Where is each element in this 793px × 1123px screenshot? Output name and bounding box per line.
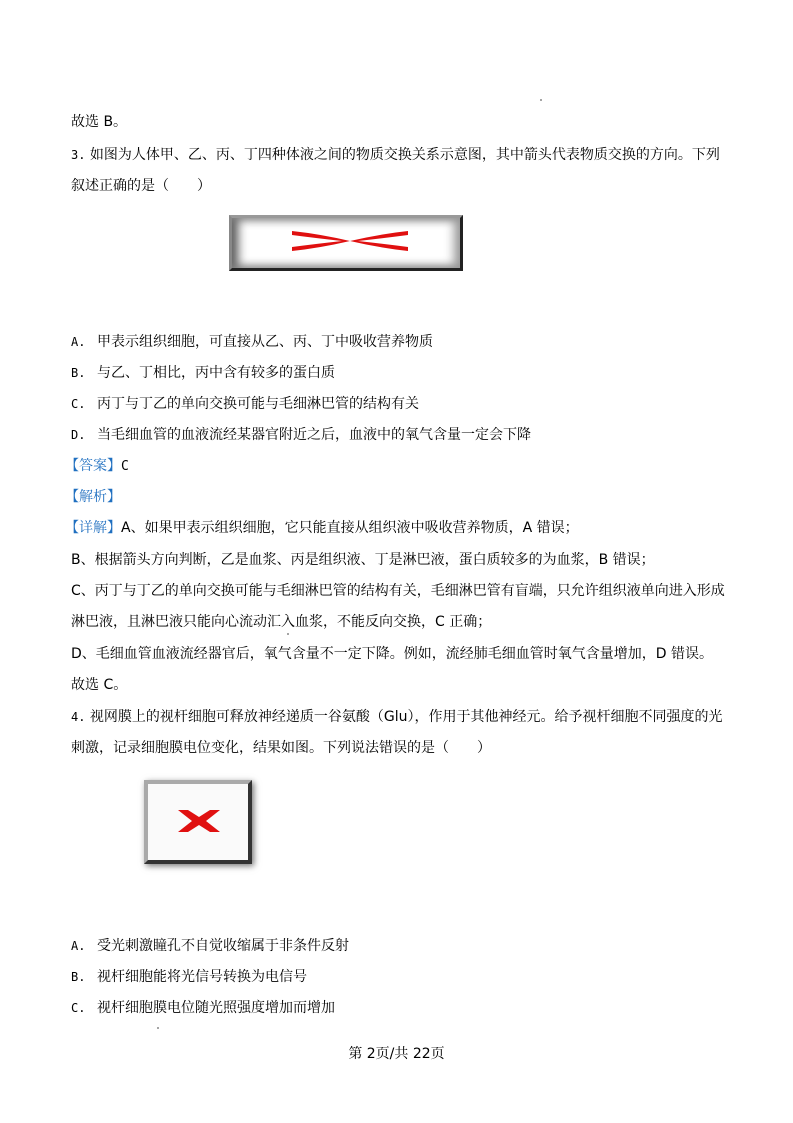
q3-stem-line2: 叙述正确的是（ ） [71, 178, 211, 194]
broken-image-x-icon [290, 228, 410, 254]
answer-value: C [121, 459, 129, 474]
q3-stem-line1 [71, 145, 720, 165]
prev-conclusion: 故选 B。 [71, 114, 128, 130]
q3-detail-3: C、丙丁与丁乙的单向交换可能与毛细淋巴管的结构有关，毛细淋巴管有盲端，只允许组织液单向进入形成 [71, 583, 725, 599]
speck [540, 99, 542, 101]
q3-detail-2: B、根据箭头方向判断，乙是血浆、丙是组织液、丁是淋巴液，蛋白质较多的为血浆，B 错误； [71, 552, 655, 568]
q4-number: 4. [71, 710, 86, 724]
q3-detail-5: D、毛细血管血液流经器官后，氧气含量不一定下降。例如，流经肺毛细血管时氧气含量增加，D 错误。 [71, 646, 714, 662]
q4-option-b: B. 视杆细胞能将光信号转换为电信号 [71, 969, 307, 985]
detail-tag: 【详解】 [65, 520, 121, 536]
q3-analysis [65, 487, 121, 507]
broken-image-icon [144, 780, 252, 864]
q3-conclusion: 故选 C。 [71, 677, 128, 693]
q4-option-a: A. 受光刺激瞳孔不自觉收缩属于非条件反射 [71, 938, 349, 954]
q3-option-a: A. 甲表示组织细胞，可直接从乙、丙、丁中吸收营养物质 [71, 334, 433, 350]
q4-figure [139, 776, 257, 864]
q4-stem-line2: 刺激，记录细胞膜电位变化，结果如图。下列说法错误的是（ ） [71, 740, 491, 756]
q3-option-b: B. 与乙、丁相比，丙中含有较多的蛋白质 [71, 365, 335, 381]
q3-stem-text1: 如图为人体甲、乙、丙、丁四种体液之间的物质交换关系示意图，其中箭头代表物质交换的方向。下列 [89, 147, 720, 163]
q3-detail-4: 淋巴液，且淋巴液只能向心流动汇入血浆，不能反向交换，C 正确； [71, 614, 492, 630]
broken-image-x-icon [176, 808, 222, 834]
q3-detail-1: 【详解】A、如果甲表示组织细胞，它只能直接从组织液中吸收营养物质，A 错误； [65, 520, 579, 536]
q3-option-c: C. 丙丁与丁乙的单向交换可能与毛细淋巴管的结构有关 [71, 396, 419, 412]
speck [157, 1027, 159, 1029]
q4-stem-line1 [71, 707, 723, 727]
broken-image-icon [229, 215, 463, 271]
answer-tag: 【答案】 [65, 458, 121, 474]
q3-figure [221, 212, 471, 270]
q4-option-c: C. 视杆细胞膜电位随光照强度增加而增加 [71, 1000, 335, 1016]
speck [287, 633, 289, 635]
q3-option-d: D. 当毛细血管的血液流经某器官附近之后，血液中的氧气含量一定会下降 [71, 427, 531, 443]
page-footer: 第 2页/共 22页 [348, 1046, 445, 1062]
q3-answer [65, 456, 129, 477]
analysis-tag: 【解析】 [65, 489, 121, 505]
q3-number: 3. [71, 148, 86, 162]
q4-stem-text1: 视网膜上的视杆细胞可释放神经递质一谷氨酸（Glu），作用于其他神经元。给予视杆细胞不同强度的光 [89, 709, 723, 725]
